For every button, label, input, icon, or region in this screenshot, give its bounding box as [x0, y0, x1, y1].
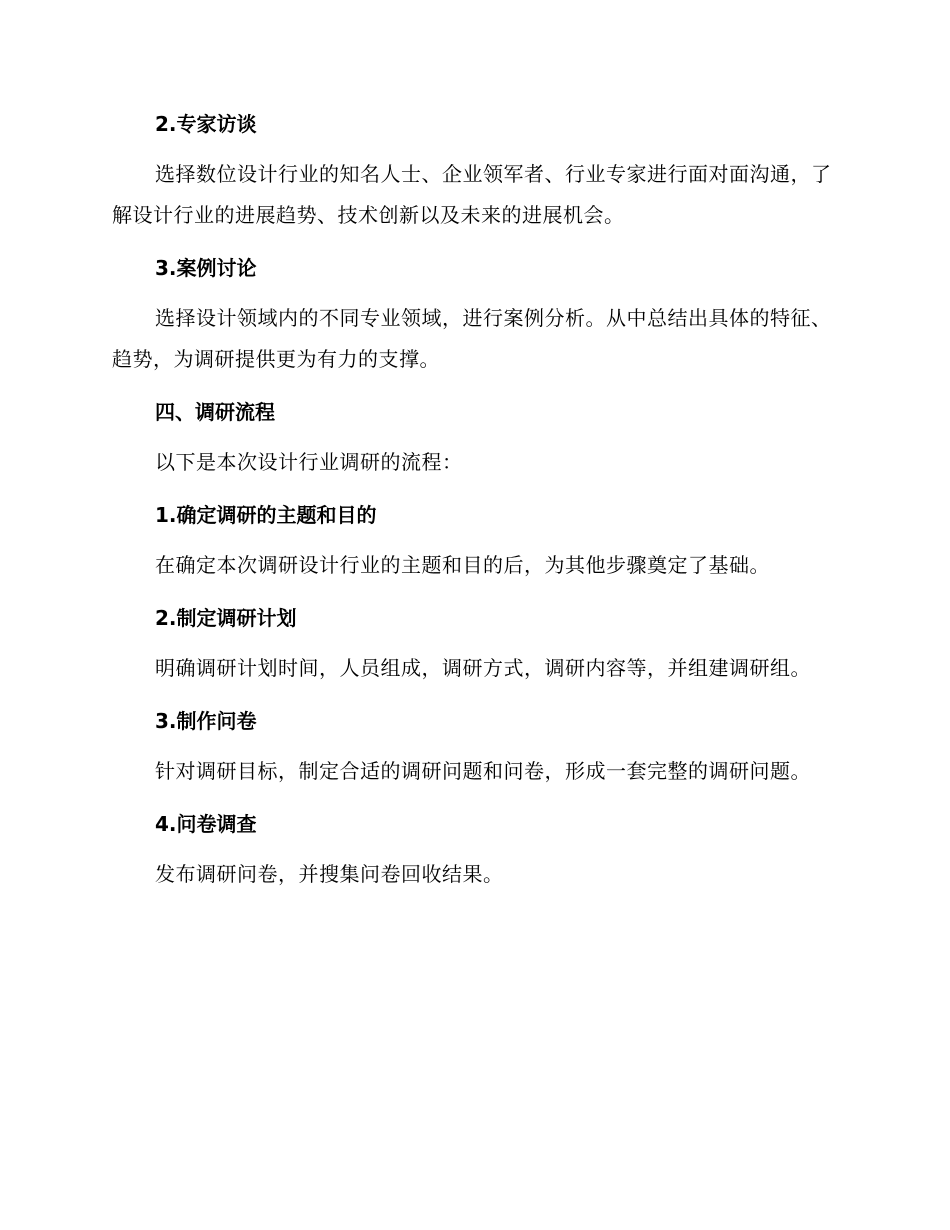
document-page	[112, 96, 832, 895]
paragraph-survey: 发布调研问卷，并搜集问卷回收结果。	[155, 862, 504, 886]
paragraph-make-plan: 明确调研计划时间，人员组成，调研方式，调研内容等，并组建调研组。	[155, 656, 811, 680]
section-heading-make-questionnaire: 3.制作问卷	[155, 709, 257, 733]
section-heading-define-topic: 1.确定调研的主题和目的	[155, 503, 377, 527]
paragraph-expert-interview: 选择数位设计行业的知名人士、企业领军者、行业专家进行面对面沟通，了解设计行业的进展趋势、技术创新以及未来的进展机会。	[112, 162, 832, 227]
paragraph-define-topic: 在确定本次调研设计行业的主题和目的后，为其他步骤奠定了基础。	[155, 553, 770, 577]
paragraph-research-process-intro: 以下是本次设计行业调研的流程：	[155, 450, 463, 474]
section-heading-expert-interview: 2.专家访谈	[155, 112, 257, 136]
section-heading-case-discussion: 3.案例讨论	[155, 256, 257, 280]
section-heading-make-plan: 2.制定调研计划	[155, 606, 297, 630]
paragraph-case-discussion: 选择设计领域内的不同专业领域，进行案例分析。从中总结出具体的特征、趋势，为调研提供更为有力的支撑。	[112, 306, 832, 371]
section-heading-survey: 4.问卷调查	[155, 812, 257, 836]
paragraph-make-questionnaire: 针对调研目标，制定合适的调研问题和问卷，形成一套完整的调研问题。	[155, 759, 811, 783]
section-heading-research-process: 四、调研流程	[155, 400, 275, 424]
